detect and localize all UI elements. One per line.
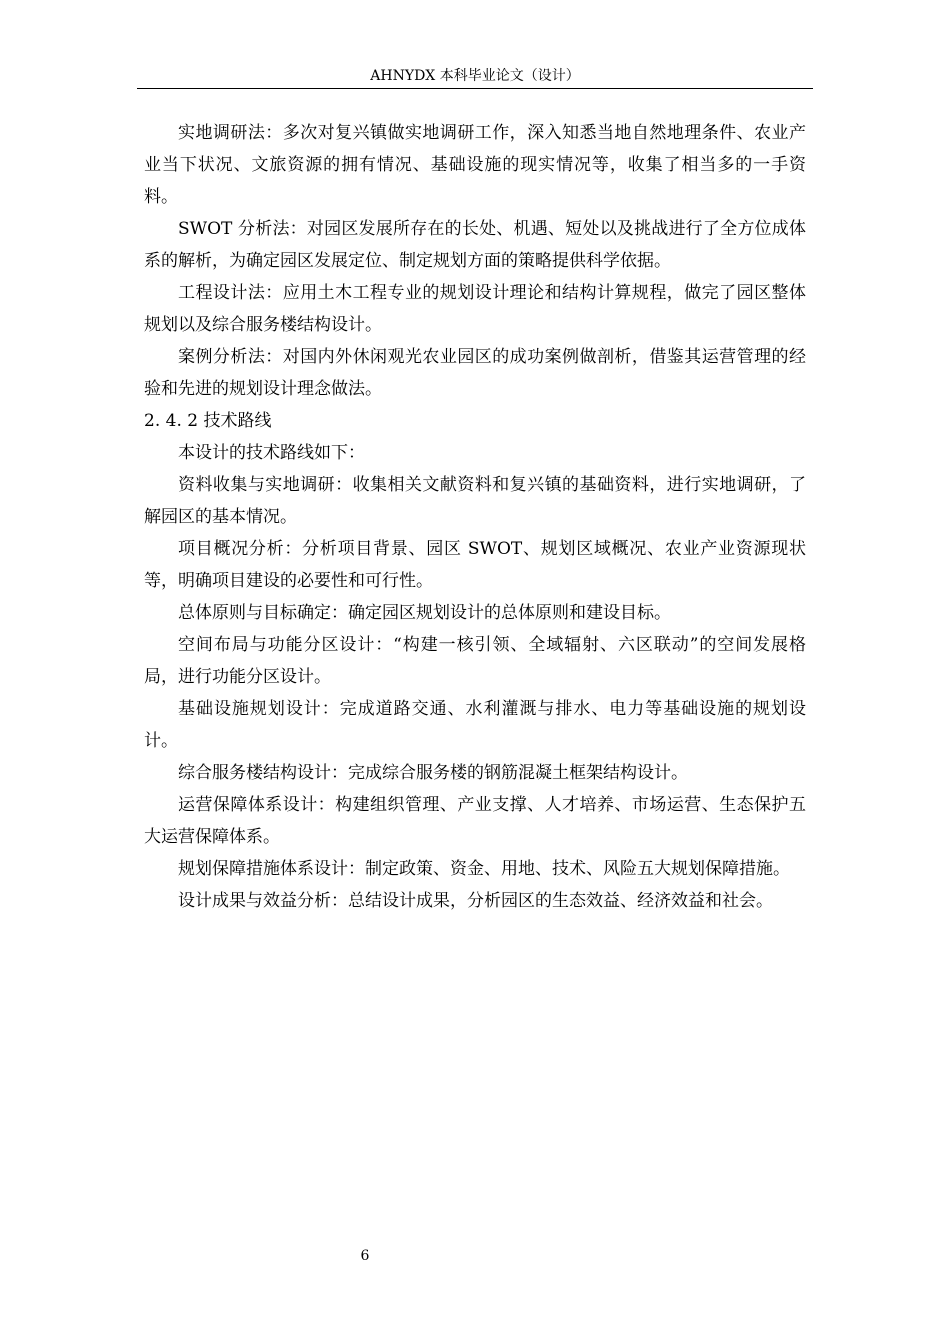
- paragraph-case-analysis: 案例分析法：对国内外休闲观光农业园区的成功案例做剖析，借鉴其运营管理的经验和先进的规划设计理念做法。: [144, 347, 806, 399]
- paragraph-route-step: 项目概况分析：分析项目背景、园区 SWOT、规划区域概况、农业产业资源现状等，明确项目建设的必要性和可行性。: [144, 539, 806, 591]
- paragraph-route-step: 综合服务楼结构设计：完成综合服务楼的钢筋混凝土框架结构设计。: [178, 763, 688, 783]
- page-number: 6: [360, 1248, 370, 1264]
- paragraph-engineering: 工程设计法：应用土木工程专业的规划设计理论和结构计算规程，做完了园区整体规划以及综合服务楼结构设计。: [144, 283, 806, 335]
- paragraph-route-step: 规划保障措施体系设计：制定政策、资金、用地、技术、风险五大规划保障措施。: [178, 859, 790, 879]
- paragraph-route-step: 基础设施规划设计：完成道路交通、水利灌溉与排水、电力等基础设施的规划设计。: [144, 699, 806, 751]
- running-header: AHNYDX 本科毕业论文（设计）: [370, 68, 580, 84]
- paragraph-route-intro: 本设计的技术路线如下：: [178, 443, 365, 463]
- document-body: [144, 117, 806, 917]
- paragraph-route-step: 总体原则与目标确定：确定园区规划设计的总体原则和建设目标。: [178, 603, 671, 623]
- paragraph-route-step: 设计成果与效益分析：总结设计成果，分析园区的生态效益、经济效益和社会。: [178, 891, 773, 911]
- paragraph-field-research: 实地调研法：多次对复兴镇做实地调研工作，深入知悉当地自然地理条件、农业产业当下状况、文旅资源的拥有情况、基础设施的现实情况等，收集了相当多的一手资料。: [144, 123, 806, 207]
- paragraph-route-step: 资料收集与实地调研：收集相关文献资料和复兴镇的基础资料，进行实地调研，了解园区的基本情况。: [144, 475, 806, 527]
- section-heading: 2. 4. 2 技术路线: [144, 411, 272, 431]
- paragraph-route-step: 运营保障体系设计：构建组织管理、产业支撑、人才培养、市场运营、生态保护五大运营保障体系。: [144, 795, 806, 847]
- header-rule: [137, 88, 813, 89]
- paragraph-route-step: 空间布局与功能分区设计：“构建一核引领、全域辐射、六区联动”的空间发展格局，进行功能分区设计。: [144, 635, 806, 687]
- paragraph-swot: SWOT 分析法：对园区发展所存在的长处、机遇、短处以及挑战进行了全方位成体系的解析，为确定园区发展定位、制定规划方面的策略提供科学依据。: [144, 219, 806, 271]
